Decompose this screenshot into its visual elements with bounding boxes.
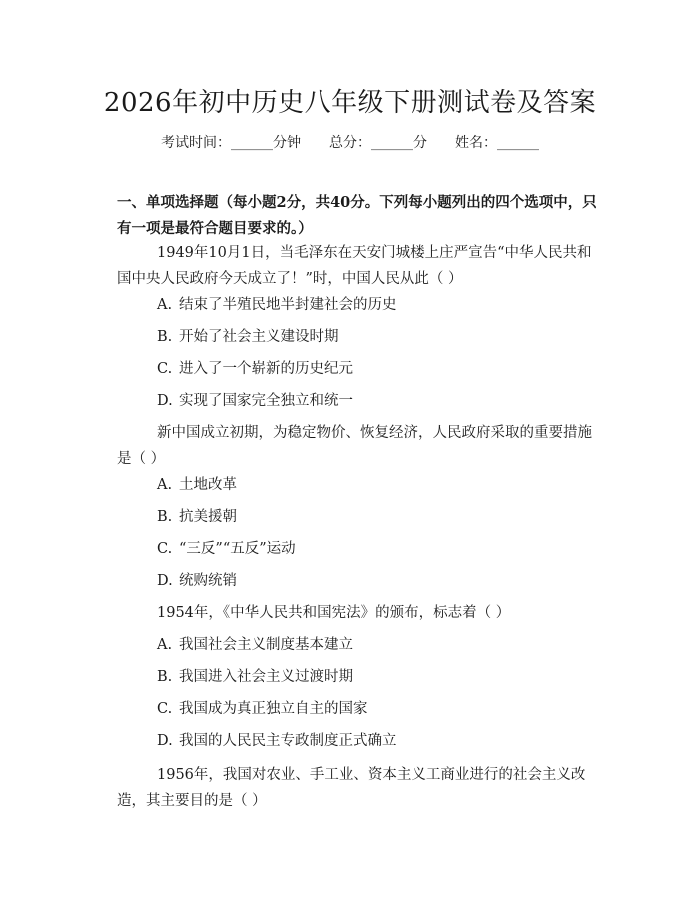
option-text: 我国成为真正独立自主的国家 (179, 701, 368, 717)
option-text: 统购统销 (179, 573, 237, 589)
student-name-label: 姓名：______ (455, 135, 539, 151)
option-letter: C. (157, 361, 173, 377)
question-1-text: 1949年10月1日，当毛泽东在天安门城楼上庄严宣告“中华人民共和国中央人民政府今天成立了！”时，中国人民从此（ ） (117, 245, 592, 287)
exam-meta-row (0, 132, 700, 152)
question-3-option-b (157, 664, 353, 690)
question-1-option-c (157, 356, 353, 382)
option-text: 土地改革 (179, 477, 237, 493)
question-1-option-a (157, 292, 397, 318)
option-text: “三反”“五反”运动 (179, 541, 296, 557)
option-letter: A. (157, 297, 173, 313)
option-text: 我国进入社会主义过渡时期 (179, 669, 353, 685)
question-1 (117, 240, 597, 292)
option-text: 结束了半殖民地半封建社会的历史 (179, 297, 397, 313)
option-letter: B. (157, 329, 173, 345)
option-text: 开始了社会主义建设时期 (179, 329, 339, 345)
question-3 (117, 600, 597, 626)
option-letter: D. (157, 573, 173, 589)
option-letter: B. (157, 669, 173, 685)
option-letter: C. (157, 701, 173, 717)
question-3-text: 1954年，《中华人民共和国宪法》的颁布，标志着（ ） (157, 605, 511, 621)
question-2-option-b (157, 504, 237, 530)
section-heading: 一、单项选择题（每小题2分，共40分。下列每小题列出的四个选项中，只有一项是最符合题目要求的。） (117, 194, 597, 237)
option-letter: A. (157, 637, 173, 653)
question-4-text: 1956年，我国对农业、手工业、资本主义工商业进行的社会主义改造，其主要目的是（ ） (117, 767, 586, 809)
question-2-text: 新中国成立初期，为稳定物价、恢复经济，人民政府采取的重要措施是（ ） (117, 425, 592, 467)
question-2 (117, 420, 597, 472)
option-letter: C. (157, 541, 173, 557)
page-title: 2026年初中历史八年级下册测试卷及答案 (103, 88, 597, 118)
option-letter: A. (157, 477, 173, 493)
question-4 (117, 762, 597, 814)
option-text: 实现了国家完全独立和统一 (179, 393, 353, 409)
question-2-option-a (157, 472, 237, 498)
question-1-option-b (157, 324, 339, 350)
option-text: 我国的人民民主专政制度正式确立 (179, 733, 397, 749)
question-3-option-a (157, 632, 353, 658)
option-text: 进入了一个崭新的历史纪元 (179, 361, 353, 377)
option-text: 我国社会主义制度基本建立 (179, 637, 353, 653)
option-letter: D. (157, 393, 173, 409)
option-letter: B. (157, 509, 173, 525)
total-score-label: 总分：______分 (329, 135, 427, 151)
question-1-option-d (157, 388, 353, 414)
question-2-option-c (157, 536, 296, 562)
question-3-option-c (157, 696, 368, 722)
option-letter: D. (157, 733, 173, 749)
option-text: 抗美援朝 (179, 509, 237, 525)
question-3-option-d (157, 728, 397, 754)
question-2-option-d (157, 568, 237, 594)
exam-time-label: 考试时间：______分钟 (161, 135, 301, 151)
